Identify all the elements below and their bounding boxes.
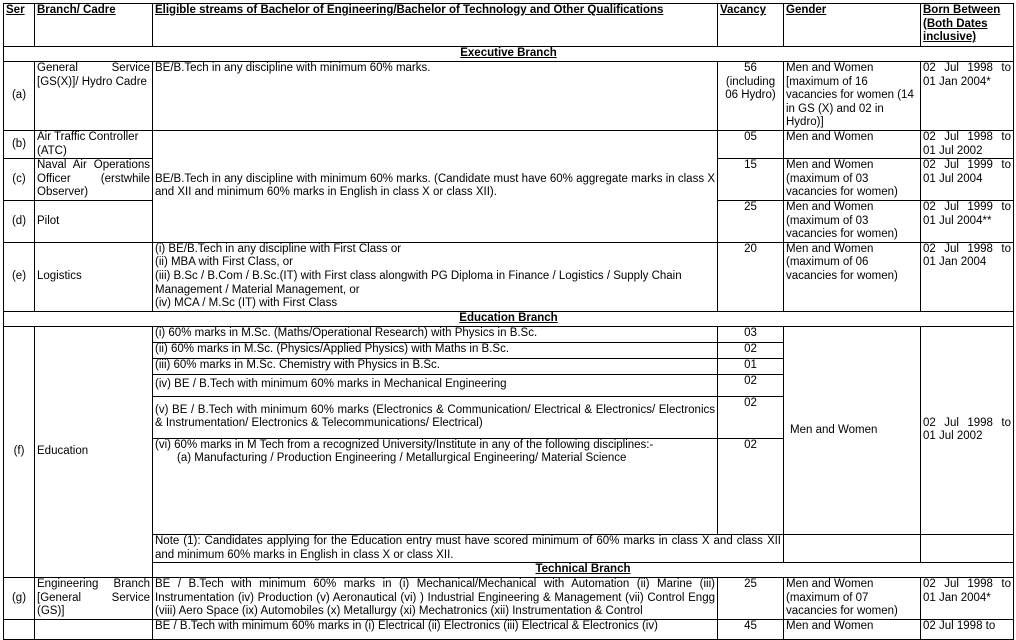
section-row-executive xyxy=(4,47,1014,62)
gender-cell: Men and Women (maximum of 03 vacancies for women) xyxy=(784,159,921,201)
qualification-cell xyxy=(153,438,718,534)
gender-cell: Men and Women (maximum of 07 vacancies for women) xyxy=(784,578,921,620)
born-cell: 02 Jul 1998 to xyxy=(921,620,1014,640)
ser-cell: (e) xyxy=(4,242,35,311)
qualification-line: (iii) B.Sc / B.Com / B.Sc.(IT) with First class alongwith PG Diploma in Finance / Logistics / Supply Chain Management / Material Management, or xyxy=(155,269,682,296)
born-cell: 02 Jul 1998 to 01 Jul 2002 xyxy=(921,131,1014,159)
born-cell: 02 Jul 1998 to 01 Jul 2002 xyxy=(921,326,1014,534)
born-cell: 02 Jul 1998 to 01 Jan 2004 xyxy=(921,242,1014,311)
table-row-a xyxy=(4,62,1014,131)
table-row-b xyxy=(4,131,1014,159)
section-title-technical: Technical Branch xyxy=(153,563,1014,578)
header-gender: Gender xyxy=(784,4,921,47)
branch-cell: Naval Air Operations Officer (erstwhile Observer) xyxy=(35,159,153,201)
section-row-education xyxy=(4,311,1014,326)
ser-cell: (d) xyxy=(4,200,35,242)
qualification-subline: (a) Manufacturing / Production Engineering / Metallurgical Engineering/ Material Science xyxy=(177,452,627,465)
empty-cell xyxy=(784,534,921,562)
vacancy-cell: 02 xyxy=(718,438,784,534)
qualification-line: (vi) 60% marks in M Tech from a recognized University/Institute in any of the following disciplines:- xyxy=(155,438,654,451)
gender-cell: Men and Women (maximum of 03 vacancies for women) xyxy=(784,200,921,242)
branch-cell: Education xyxy=(35,326,153,577)
qualification-cell: BE / B.Tech with minimum 60% marks in (i) Electrical (ii) Electronics (iii) Electrical & Electronics (iv) xyxy=(153,620,718,640)
born-cell: 02 Jul 1999 to 01 Jul 2004** xyxy=(921,200,1014,242)
vacancy-cell: 20 xyxy=(718,242,784,311)
qualification-line: (iv) MCA / M.Sc (IT) with First Class xyxy=(155,297,338,310)
branch-cell: Logistics xyxy=(35,242,153,311)
vacancy-cell: 01 xyxy=(718,358,784,374)
section-title-education: Education Branch xyxy=(4,311,1014,326)
header-row xyxy=(4,4,1014,47)
section-row-technical xyxy=(4,563,1014,578)
vacancy-cell: 02 xyxy=(718,374,784,396)
vacancy-cell: 02 xyxy=(718,396,784,438)
gender-cell: Men and Women xyxy=(784,131,921,159)
born-cell: 02 Jul 1999 to 01 Jul 2004 xyxy=(921,159,1014,201)
header-born: Born Between (Both Dates inclusive) xyxy=(921,4,1014,47)
branch-cell: Engineering Branch [General Service (GS)] xyxy=(35,578,153,620)
branch-cell: Air Traffic Controller (ATC) xyxy=(35,131,153,159)
qualification-cell-shared: BE/B.Tech in any discipline with minimum 60% marks. (Candidate must have 60% aggregate marks in class X and XII and minimum 60% marks in English in class X or class XII). xyxy=(153,131,718,243)
qualification-cell: (iv) BE / B.Tech with minimum 60% marks in Mechanical Engineering xyxy=(153,374,718,396)
gender-cell: Men and Women (maximum of 06 vacancies for women) xyxy=(784,242,921,311)
section-title-executive: Executive Branch xyxy=(4,47,1014,62)
vacancy-cell: 15 xyxy=(718,159,784,201)
ser-cell: (c) xyxy=(4,159,35,201)
vacancy-cell: 25 xyxy=(718,578,784,620)
qualification-cell: (ii) 60% marks in M.Sc. (Physics/Applied Physics) with Maths in B.Sc. xyxy=(153,342,718,358)
qualification-cell: BE/B.Tech in any discipline with minimum 60% marks. xyxy=(153,62,718,131)
header-ser: Ser xyxy=(4,4,35,47)
table-row-g xyxy=(4,578,1014,620)
header-vacancy: Vacancy xyxy=(718,4,784,47)
vacancy-cell: 25 xyxy=(718,200,784,242)
qualification-cell: (v) BE / B.Tech with minimum 60% marks (Electronics & Communication/ Electrical & Electronics/ Electronics & Instrumentation/ Electronics & Telecommunications/ Electrical) xyxy=(153,396,718,438)
vacancy-cell: 03 xyxy=(718,326,784,342)
ser-cell: (b) xyxy=(4,131,35,159)
born-cell: 02 Jul 1998 to 01 Jan 2004* xyxy=(921,578,1014,620)
vacancy-cell: 02 xyxy=(718,342,784,358)
qualification-line: (ii) MBA with First Class, or xyxy=(155,256,294,269)
table-row-e xyxy=(4,242,1014,311)
eligibility-table xyxy=(3,3,1014,640)
born-cell: 02 Jul 1998 to 01 Jan 2004* xyxy=(921,62,1014,131)
header-branch: Branch/ Cadre xyxy=(35,4,153,47)
ser-cell: (f) xyxy=(4,326,35,577)
qualification-line: (i) BE/B.Tech in any discipline with First Class or xyxy=(155,242,402,255)
qualification-cell xyxy=(153,242,718,311)
branch-cell: Pilot xyxy=(35,200,153,242)
header-streams: Eligible streams of Bachelor of Engineering/Bachelor of Technology and Other Qualifications xyxy=(153,4,718,47)
empty-cell xyxy=(921,534,1014,562)
table-row-h xyxy=(4,620,1014,640)
ser-cell: (a) xyxy=(4,62,35,131)
table-row-f1 xyxy=(4,326,1014,342)
gender-cell: Men and Women [maximum of 16 vacancies for women (14 in GS (X) and 02 in Hydro)] xyxy=(784,62,921,131)
qualification-cell: BE / B.Tech with minimum 60% marks in (i) Mechanical/Mechanical with Automation (ii) Marine (iii) Instrumentation (iv) Production (v) Aeronautical (vi) ) Industrial Engineering & Management (vii) Control Engg (viii) Aero Space (ix) Automobiles (x) Metallurgy (xi) Mechatronics (xii) Instrumentation & Control xyxy=(153,578,718,620)
branch-cell: General Service [GS(X)]/ Hydro Cadre xyxy=(35,62,153,131)
vacancy-cell: 56 (including 06 Hydro) xyxy=(718,62,784,131)
branch-cell xyxy=(35,620,153,640)
gender-cell: Men and Women xyxy=(784,620,921,640)
qualification-cell: (i) 60% marks in M.Sc. (Maths/Operational Research) with Physics in B.Sc. xyxy=(153,326,718,342)
note-cell: Note (1): Candidates applying for the Education entry must have scored minimum of 60% marks in class X and class XII and minimum 60% marks in English in class X or class XII. xyxy=(153,534,784,562)
vacancy-cell: 05 xyxy=(718,131,784,159)
vacancy-cell: 45 xyxy=(718,620,784,640)
qualification-cell: (iii) 60% marks in M.Sc. Chemistry with Physics in B.Sc. xyxy=(153,358,718,374)
gender-cell: Men and Women xyxy=(784,326,921,534)
ser-cell xyxy=(4,620,35,640)
table-row-note xyxy=(4,534,1014,562)
ser-cell: (g) xyxy=(4,578,35,620)
